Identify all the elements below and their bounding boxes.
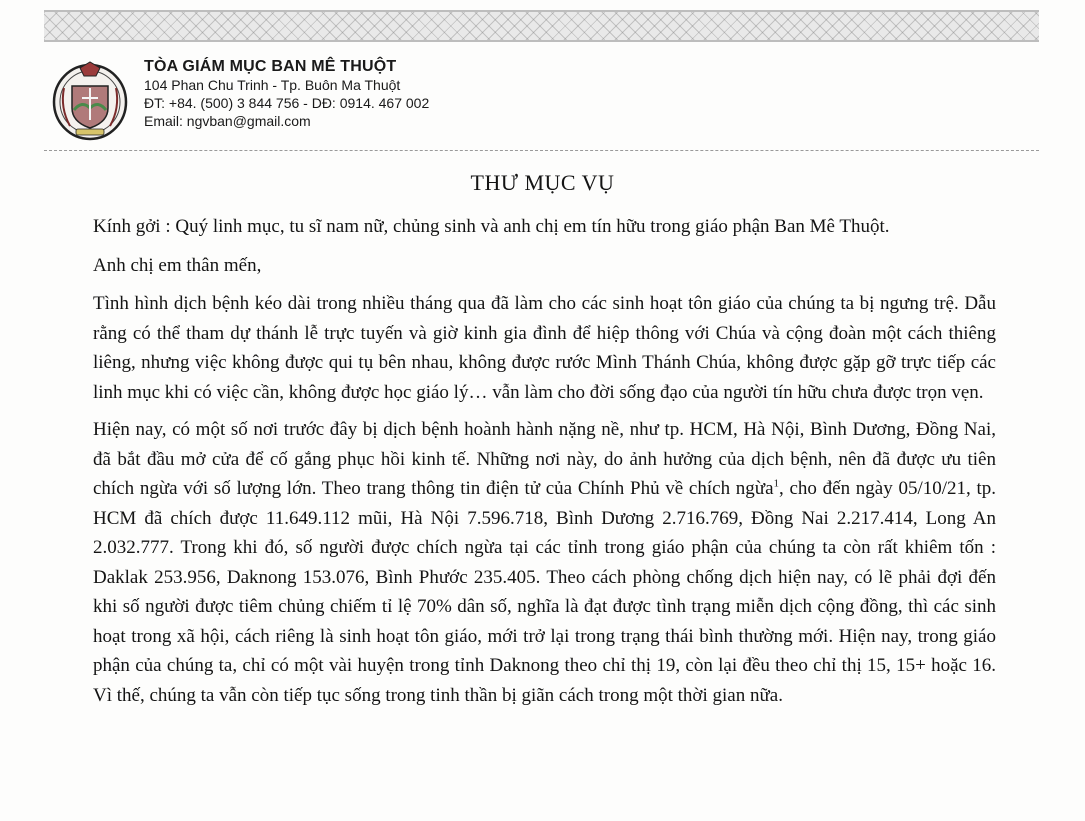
footnote-marker: 1 [773, 477, 780, 490]
phone: ĐT: +84. (500) 3 844 756 - DĐ: 0914. 467 002 [144, 95, 430, 111]
paragraph-1: Tình hình dịch bệnh kéo dài trong nhiều tháng qua đã làm cho các sinh hoạt tôn giáo của chúng ta bị ngưng trệ. Dẫu rằng có thể tham dự thánh lễ trực tuyến và giờ kinh gia đình để hiệp thông với Chúa và cộng đoàn một cách thiêng liêng, nhưng việc không được qui tụ bên nhau, không được rước Mình Thánh Chúa, không được gặp gỡ trực tiếp các linh mục khi có việc cần, không được học giáo lý… vẫn làm cho đời sống đạo của người tín hữu chưa được trọn vẹn. [93, 293, 996, 403]
letterhead [44, 56, 1039, 146]
paragraph-2-part-2: , cho đến ngày 05/10/21, tp. HCM đã chích được 11.649.112 mũi, Hà Nội 7.596.718, Bình Dương 2.716.769, Đồng Nai 2.217.414, Long An 2.032.777. Trong khi đó, số người được chích ngừa tại các tỉnh trong giáo phận của chúng ta còn rất khiêm tốn : Daklak 253.956, Daknong 153.076, Bình Phước 235.405. Theo cách phòng chống dịch hiện nay, có lẽ phải đợi đến khi số người được tiêm chủng chiếm tỉ lệ 70% dân số, nghĩa là đạt được tình trạng miễn dịch cộng đồng, thì các sinh hoạt trong xã hội, cách riêng là sinh hoạt tôn giáo, mới trở lại trong trạng thái bình thường mới. Hiện nay, trong giáo phận của chúng ta, chỉ có một vài huyện trong tỉnh Daknong theo chỉ thị 19, còn lại đều theo chỉ thị 15, 15+ hoặc 16. Vì thế, chúng ta vẫn còn tiếp tục sống trong tinh thần bị giãn cách trong một thời gian nữa. [93, 478, 996, 706]
address: 104 Phan Chu Trinh - Tp. Buôn Ma Thuột [144, 77, 401, 93]
greeting: Anh chị em thân mến, [93, 254, 262, 276]
organization-name: TÒA GIÁM MỤC BAN MÊ THUỘT [144, 58, 397, 75]
diocese-seal-icon [50, 58, 130, 142]
email: Email: ngvban@gmail.com [144, 113, 311, 129]
paragraph-2 [93, 415, 996, 710]
decorative-border [44, 10, 1039, 42]
document-title: THƯ MỤC VỤ [470, 170, 615, 195]
letter-body [93, 212, 996, 718]
salutation: Kính gởi : Quý linh mục, tu sĩ nam nữ, chủng sinh và anh chị em tín hữu trong giáo phận Ban Mê Thuột. [93, 216, 890, 237]
paragraph-2-part-1: Hiện nay, có một số nơi trước đây bị dịch bệnh hoành hành nặng nề, như tp. HCM, Hà Nội, Bình Dương, Đồng Nai, đã bắt đầu mở cửa để cố gắng phục hồi kinh tế. Những nơi này, do ảnh hưởng của dịch bệnh, nên đã được ưu tiên chích ngừa với số lượng lớn. Theo trang thông tin điện tử của Chính Phủ về chích ngừa [93, 419, 996, 499]
header-divider [44, 150, 1039, 151]
